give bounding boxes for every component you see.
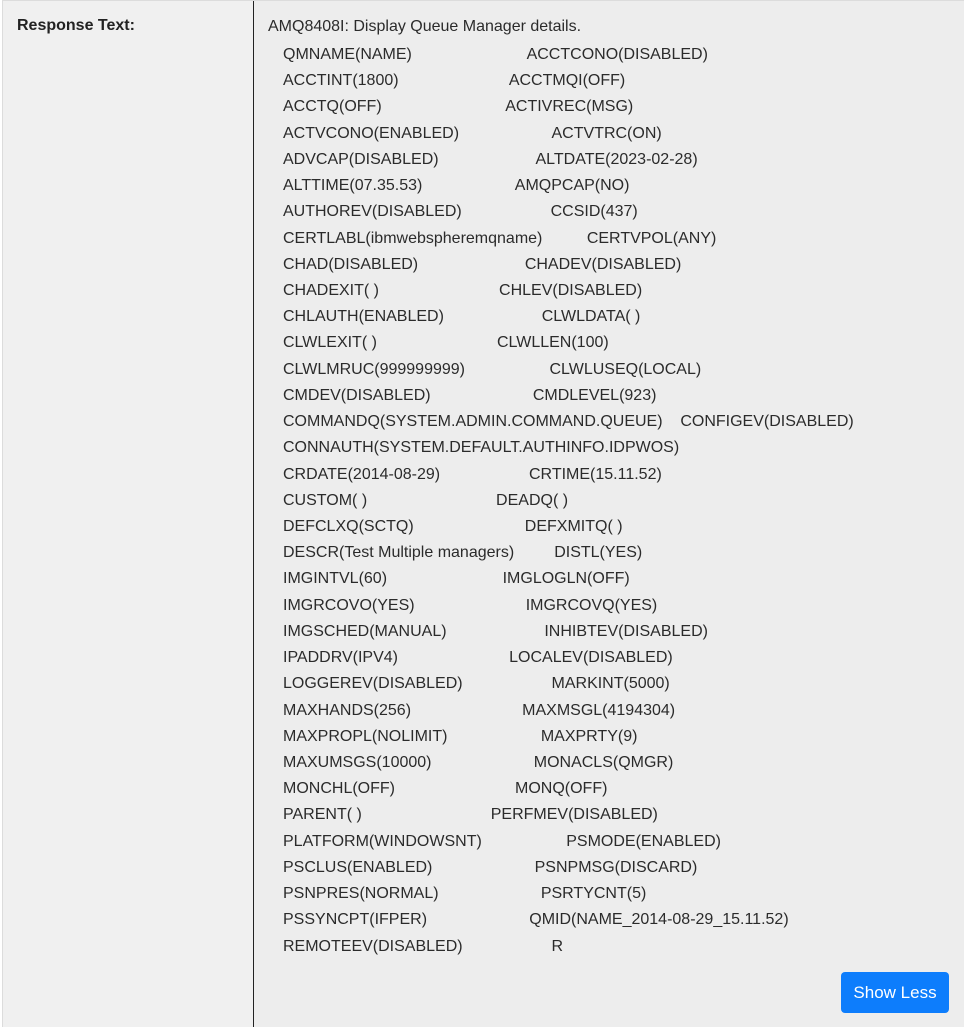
response-line: CLWLEXIT( ) CLWLLEN(100) — [283, 334, 609, 351]
response-line: CMDEV(DISABLED) CMDLEVEL(923) — [283, 387, 657, 404]
response-line: CUSTOM( ) DEADQ( ) — [283, 492, 569, 509]
response-line: ACTVCONO(ENABLED) ACTVTRC(ON) — [283, 125, 662, 142]
response-line: LOGGEREV(DISABLED) MARKINT(5000) — [283, 675, 670, 692]
response-value-cell — [254, 1, 964, 1027]
response-line: QMNAME(NAME) ACCTCONO(DISABLED) — [283, 46, 708, 63]
show-less-button[interactable]: Show Less — [841, 972, 949, 1013]
response-line: IPADDRV(IPV4) LOCALEV(DISABLED) — [283, 649, 673, 666]
response-line: MAXHANDS(256) MAXMSGL(4194304) — [283, 702, 676, 719]
response-line: AUTHOREV(DISABLED) CCSID(437) — [283, 203, 638, 220]
response-line: ALTTIME(07.35.53) AMQPCAP(NO) — [283, 177, 630, 194]
response-text-label: Response Text: — [17, 17, 135, 34]
response-line: CHAD(DISABLED) CHADEV(DISABLED) — [283, 256, 682, 273]
response-header: AMQ8408I: Display Queue Manager details. — [268, 18, 582, 35]
response-line: CLWLMRUC(999999999) CLWLUSEQ(LOCAL) — [283, 361, 702, 378]
response-line: CERTLABL(ibmwebspheremqname) CERTVPOL(ANY) — [283, 230, 717, 247]
response-line: MAXPROPL(NOLIMIT) MAXPRTY(9) — [283, 728, 638, 745]
response-line: PSCLUS(ENABLED) PSNPMSG(DISCARD) — [283, 859, 698, 876]
response-line: ACCTINT(1800) ACCTMQI(OFF) — [283, 72, 626, 89]
label-cell — [3, 1, 254, 1027]
response-line: MAXUMSGS(10000) MONACLS(QMGR) — [283, 754, 674, 771]
response-line: CONNAUTH(SYSTEM.DEFAULT.AUTHINFO.IDPWOS) — [283, 439, 680, 456]
response-line: ADVCAP(DISABLED) ALTDATE(2023-02-28) — [283, 151, 698, 168]
response-line: IMGSCHED(MANUAL) INHIBTEV(DISABLED) — [283, 623, 708, 640]
response-line: PSSYNCPT(IFPER) QMID(NAME_2014-08-29_15.11.52) — [283, 911, 789, 928]
response-line: IMGINTVL(60) IMGLOGLN(OFF) — [283, 570, 630, 587]
response-line: COMMANDQ(SYSTEM.ADMIN.COMMAND.QUEUE) CONFIGEV(DISABLED) — [283, 413, 854, 430]
response-line: ACCTQ(OFF) ACTIVREC(MSG) — [283, 98, 634, 115]
response-line: PLATFORM(WINDOWSNT) PSMODE(ENABLED) — [283, 833, 721, 850]
response-detail-table — [2, 0, 964, 1027]
response-line: PSNPRES(NORMAL) PSRTYCNT(5) — [283, 885, 647, 902]
response-line: MONCHL(OFF) MONQ(OFF) — [283, 780, 608, 797]
response-line: DESCR(Test Multiple managers) DISTL(YES) — [283, 544, 643, 561]
response-line: DEFCLXQ(SCTQ) DEFXMITQ( ) — [283, 518, 623, 535]
response-line: CHADEXIT( ) CHLEV(DISABLED) — [283, 282, 643, 299]
response-line: CRDATE(2014-08-29) CRTIME(15.11.52) — [283, 466, 662, 483]
response-line: CHLAUTH(ENABLED) CLWLDATA( ) — [283, 308, 641, 325]
response-line: REMOTEEV(DISABLED) R — [283, 938, 564, 955]
response-line: PARENT( ) PERFMEV(DISABLED) — [283, 806, 658, 823]
response-line: IMGRCOVO(YES) IMGRCOVQ(YES) — [283, 597, 658, 614]
